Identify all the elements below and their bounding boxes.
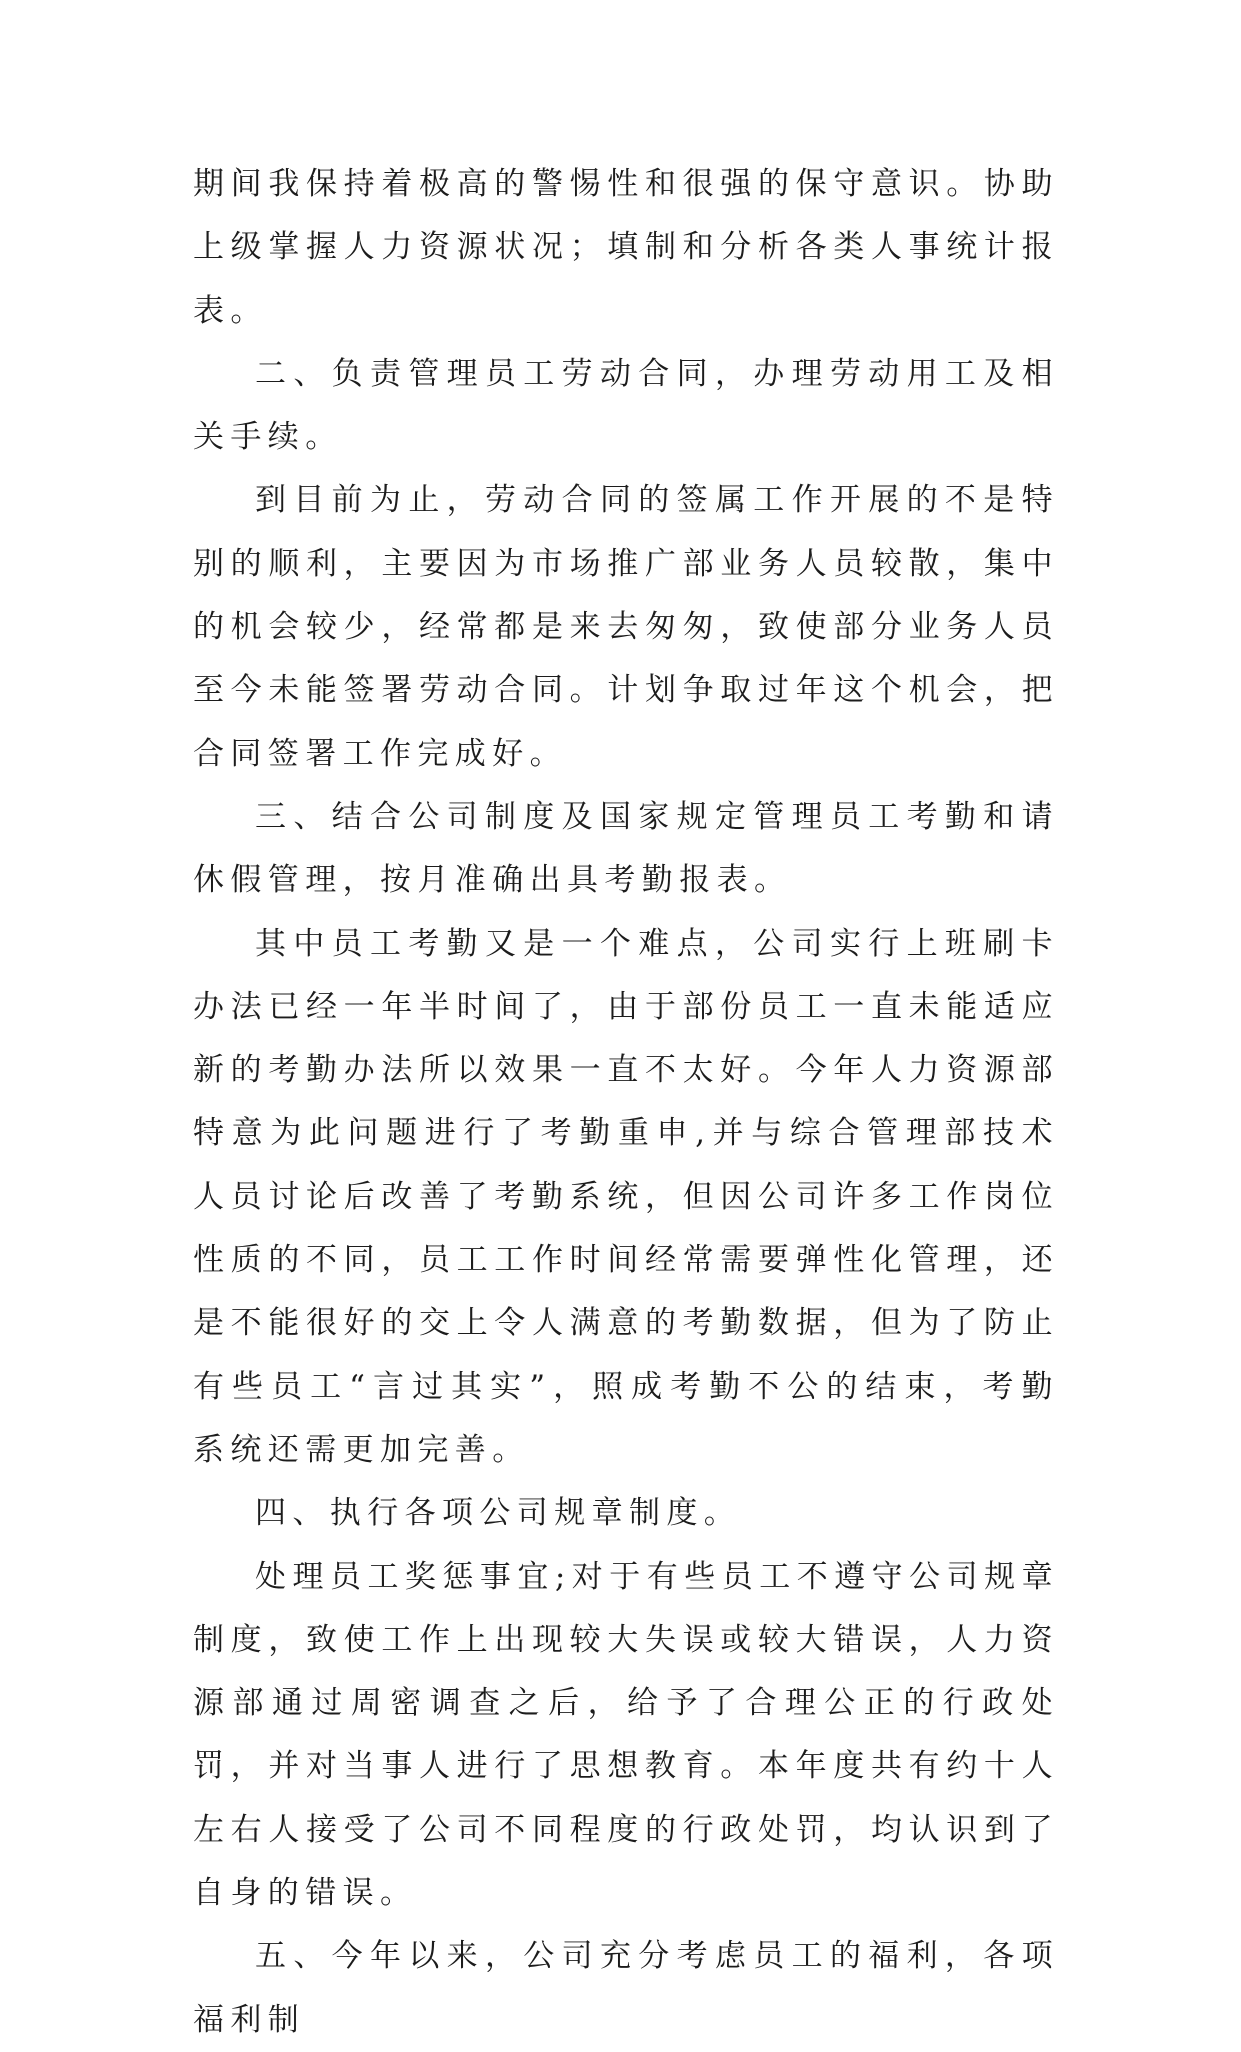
section-heading-3: 三、结合公司制度及国家规定管理员工考勤和请休假管理，按月准确出具考勤报表。 xyxy=(193,798,1059,899)
section-heading-2: 二、负责管理员工劳动合同，办理劳动用工及相关手续。 xyxy=(193,355,1059,456)
section-heading-4: 四、执行各项公司规章制度。 xyxy=(255,1495,742,1532)
paragraph-attendance: 其中员工考勤又是一个难点，公司实行上班刷卡办法已经一年半时间了，由于部份员工一直未能适应新的考勤办法所以效果一直不太好。今年人力资源部特意为此问题进行了考勤重申,并与综合管理部技术人员讨论后改善了考勤系统，但因公司许多工作岗位性质的不同，员工工作时间经常需要弹性化管理，还是不能很好的交上令人满意的考勤数据，但为了防止有些员工“言过其实”，照成考勤不公的结束，考勤系统还需更加完善。 xyxy=(193,925,1059,1468)
paragraph-labor-contracts: 到目前为止，劳动合同的签属工作开展的不是特别的顺利，主要因为市场推广部业务人员较散，集中的机会较少，经常都是来去匆匆，致使部分业务人员至今未能签署劳动合同。计划争取过年这个机会，把合同签署工作完成好。 xyxy=(193,482,1059,772)
paragraph-continuation: 期间我保持着极高的警惕性和很强的保守意识。协助上级掌握人力资源状况；填制和分析各类人事统计报表。 xyxy=(193,166,1059,329)
section-heading-5: 五、今年以来，公司充分考虑员工的福利，各项福利制 xyxy=(193,1938,1059,2038)
document-body xyxy=(193,153,1059,2052)
paragraph-discipline: 处理员工奖惩事宜;对于有些员工不遵守公司规章制度，致使工作上出现较大失误或较大错误，人力资源部通过周密调查之后，给予了合理公正的行政处罚，并对当事人进行了思想教育。本年度共有约十人左右人接受了公司不同程度的行政处罚，均认识到了自身的错误。 xyxy=(193,1558,1059,1912)
